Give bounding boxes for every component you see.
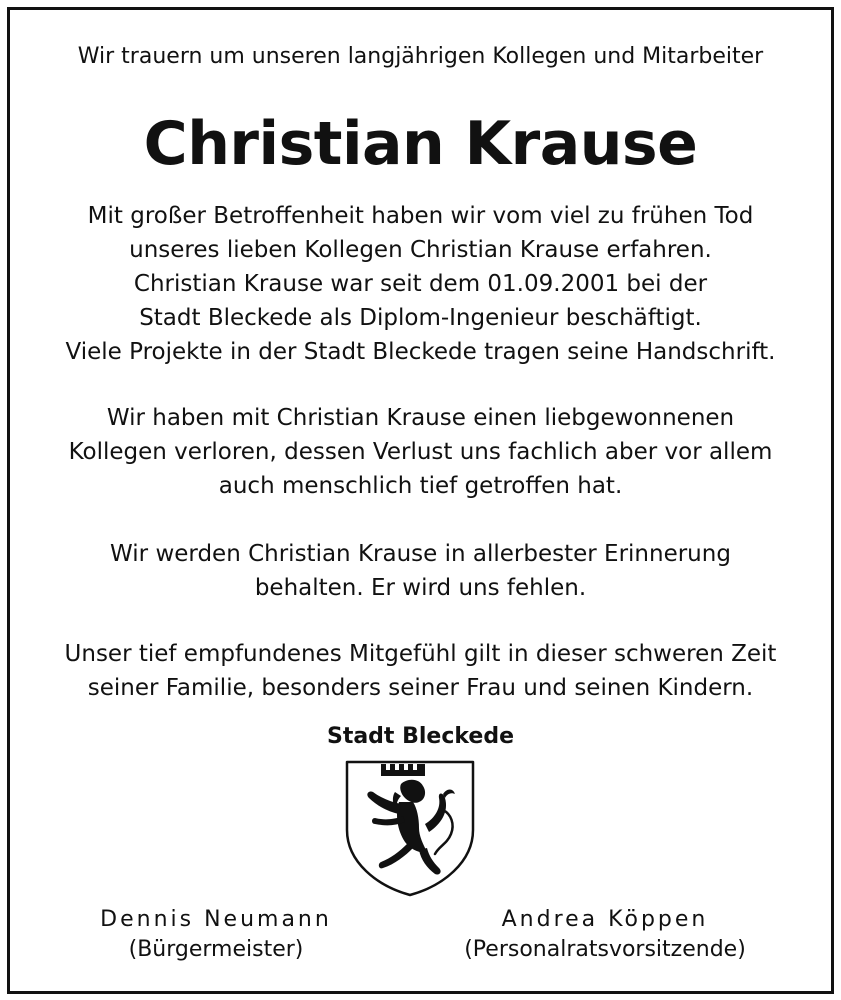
paragraph-line: Mit großer Betroffenheit haben wir vom viel zu frühen Tod bbox=[87, 203, 754, 229]
paragraph-4 bbox=[0, 637, 841, 705]
signatory-name: Dennis Neumann bbox=[100, 907, 332, 932]
signatory-name: Andrea Köppen bbox=[501, 907, 709, 932]
paragraph-line: Viele Projekte in der Stadt Bleckede tragen seine Handschrift. bbox=[65, 339, 776, 365]
paragraph-line: Wir haben mit Christian Krause einen liebgewonnenen bbox=[106, 405, 735, 431]
signatory-role: (Bürgermeister) bbox=[128, 937, 304, 962]
paragraph-line: Unser tief empfundenes Mitgefühl gilt in dieser schweren Zeit bbox=[64, 641, 777, 667]
paragraph-2 bbox=[0, 401, 841, 503]
paragraph-3 bbox=[0, 537, 841, 605]
paragraph-line: Kollegen verloren, dessen Verlust uns fachlich aber vor allem bbox=[68, 439, 773, 465]
paragraph-line: Stadt Bleckede als Diplom-Ingenieur beschäftigt. bbox=[139, 305, 702, 331]
signatory-left bbox=[80, 905, 352, 965]
signatory-right bbox=[440, 905, 770, 965]
paragraph-line: unseres lieben Kollegen Christian Krause erfahren. bbox=[129, 237, 712, 263]
paragraph-1 bbox=[0, 199, 841, 369]
signatory-role: (Personalratsvorsitzende) bbox=[464, 937, 746, 962]
paragraph-line: behalten. Er wird uns fehlen. bbox=[254, 575, 587, 601]
paragraph-line: seiner Familie, besonders seiner Frau und seinen Kindern. bbox=[87, 675, 754, 701]
paragraph-line: auch menschlich tief getroffen hat. bbox=[218, 473, 623, 499]
deceased-name: Christian Krause bbox=[143, 109, 698, 179]
organization-name: Stadt Bleckede bbox=[326, 724, 515, 749]
paragraph-line: Christian Krause war seit dem 01.09.2001 bei der bbox=[133, 271, 708, 297]
paragraph-line: Wir werden Christian Krause in allerbester Erinnerung bbox=[110, 541, 731, 567]
coat-of-arms-lion-icon bbox=[343, 758, 477, 898]
intro-line: Wir trauern um unseren langjährigen Kollegen und Mitarbeiter bbox=[77, 44, 764, 69]
